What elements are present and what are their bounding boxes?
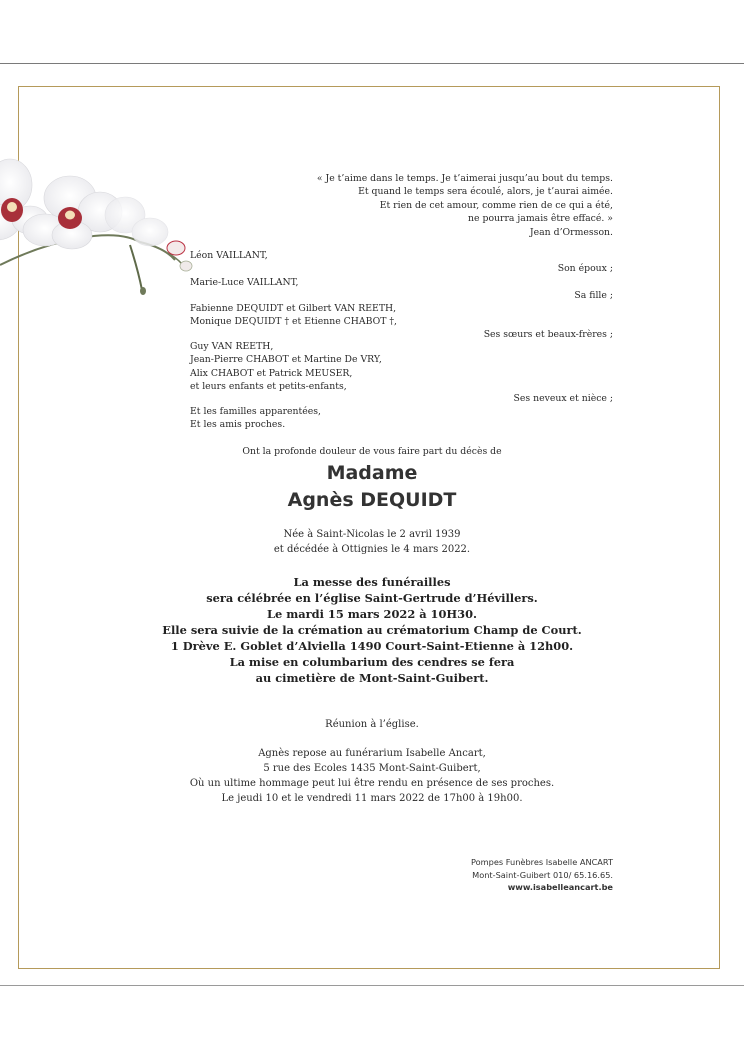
family-group-husband [190,249,613,274]
deceased-name: Agnès DEQUIDT [287,489,457,511]
quote-line: Et quand le temps sera écoulé, alors, je t’aurai aimée. [358,186,613,198]
epigraph-quote [300,172,613,239]
life-dates [0,527,744,557]
funeral-line: 1 Drève E. Goblet d’Alviella 1490 Court-Saint-Etienne à 12h00. [170,639,574,653]
funeral-line: Elle sera suivie de la crémation au crématorium Champ de Court. [162,623,582,637]
family-name: Marie-Luce VAILLANT, [190,277,299,288]
family-role: Ses sœurs et beaux-frères ; [483,329,613,340]
funeral-home-name: Pompes Funèbres Isabelle ANCART [471,857,613,867]
family-name: Alix CHABOT et Patrick MEUSER, [190,367,353,379]
family-name: Monique DEQUIDT † et Etienne CHABOT †, [190,316,398,328]
family-name: et leurs enfants et petits-enfants, [190,381,347,393]
quote-author: Jean d’Ormesson. [529,226,613,238]
repose-line: 5 rue des Ecoles 1435 Mont-Saint-Guibert, [263,763,481,774]
family-name: Guy VAN REETH, [190,341,274,352]
family-group-nephews [190,340,613,404]
visitation-details [0,746,744,806]
quote-line: Et rien de cet amour, comme rien de ce qui a été, [379,199,613,211]
family-role: Son époux ; [557,263,613,274]
family-name: Et les amis proches. [190,419,286,431]
repose-line: Le jeudi 10 et le vendredi 11 mars 2022 de 17h00 à 19h00. [221,793,523,804]
funeral-line: Le mardi 15 mars 2022 à 10H30. [267,607,477,621]
family-name: Jean-Pierre CHABOT et Martine De VRY, [190,354,382,366]
funeral-home-footer [400,856,613,894]
death-line: et décédée à Ottignies le 4 mars 2022. [273,544,471,555]
family-role: Ses neveux et nièce ; [513,393,613,404]
family-group-daughter [190,276,613,301]
repose-line: Où un ultime hommage peut lui être rendu en présence de ses proches. [189,778,555,789]
top-rule [0,63,744,64]
family-name: Et les familles apparentées, [190,406,322,417]
funeral-line: La messe des funérailles [293,575,451,589]
funeral-line: au cimetière de Mont-Saint-Guibert. [255,671,489,685]
family-name: Léon VAILLANT, [190,250,268,261]
bottom-rule [0,985,744,986]
family-group-relatives [190,405,613,432]
funeral-home-address: Mont-Saint-Guibert 010/ 65.16.65. [472,869,613,880]
funeral-home-website[interactable]: www.isabelleancart.be [507,882,613,892]
reunion-note: Réunion à l’église. [325,719,419,730]
repose-line: Agnès repose au funérarium Isabelle Ancart, [258,748,486,759]
orchid-flowers-icon [0,150,200,300]
family-group-sisters [190,302,613,340]
family-role: Sa fille ; [574,290,613,301]
deceased-title: Madame [326,462,418,484]
quote-line: « Je t’aime dans le temps. Je t’aimerai jusqu’au bout du temps. [316,173,613,184]
funeral-line: sera célébrée en l’église Saint-Gertrude d’Hévillers. [206,591,538,605]
announcement-intro: Ont la profonde douleur de vous faire part du décès de [242,446,502,457]
family-name: Fabienne DEQUIDT et Gilbert VAN REETH, [190,303,397,314]
funeral-details [0,574,744,686]
birth-line: Née à Saint-Nicolas le 2 avril 1939 [283,529,461,540]
quote-line: ne pourra jamais être effacé. » [468,213,613,225]
funeral-line: La mise en columbarium des cendres se fera [229,655,515,669]
